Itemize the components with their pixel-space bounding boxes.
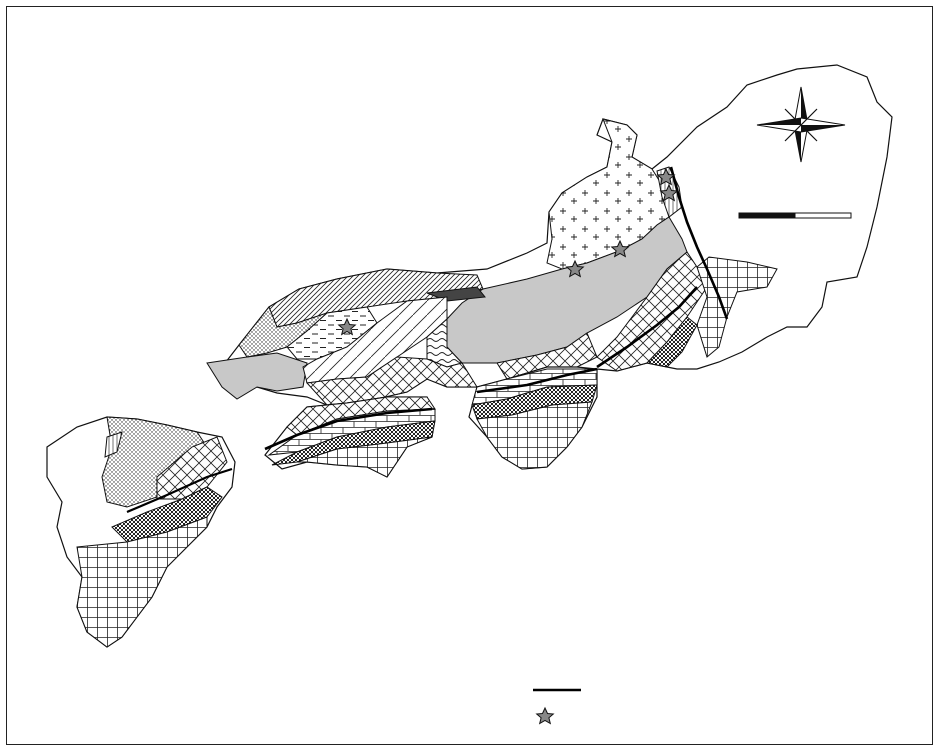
legend-symbols	[533, 690, 581, 724]
japan-geologic-map	[47, 65, 892, 647]
map-canvas	[7, 7, 932, 744]
geologic-map-figure	[6, 6, 933, 745]
scale-bar	[739, 213, 851, 218]
blueschist-star-icon	[537, 708, 554, 724]
